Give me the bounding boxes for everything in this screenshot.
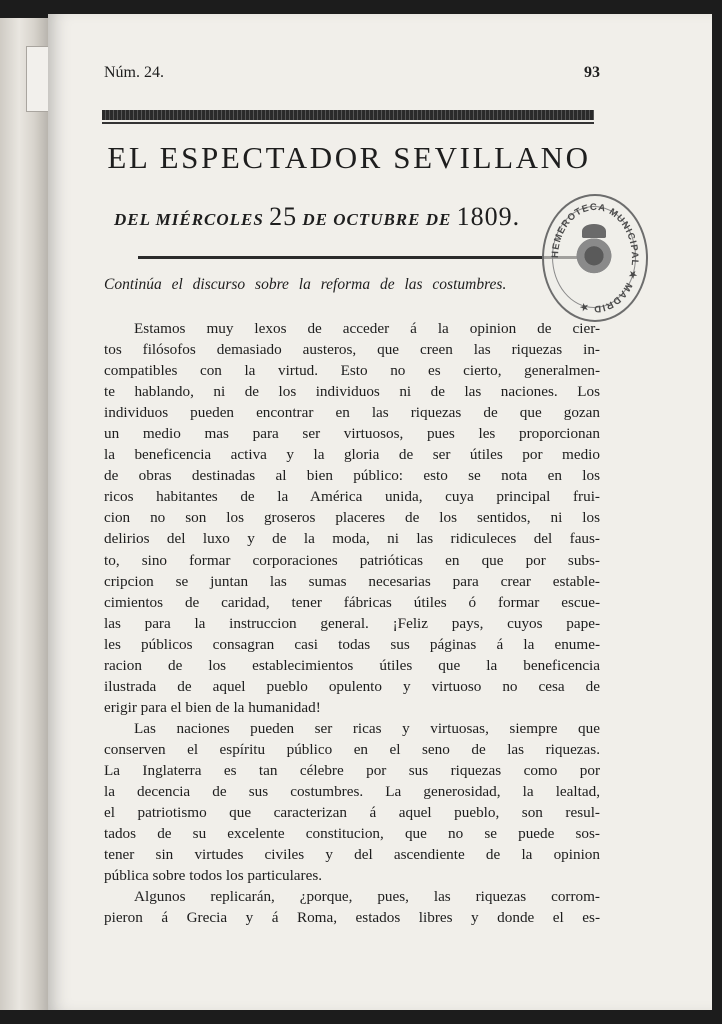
text-line: las para la instruccion general. ¡Feliz pays, cuyos pape- — [104, 614, 600, 632]
article-subtitle: Continúa el discurso sobre la reforma de las costumbres. — [104, 276, 507, 293]
newspaper-page — [48, 14, 712, 1010]
text-line: pública sobre todos los particulares. — [104, 867, 323, 885]
date-month: DE OCTUBRE DE — [302, 210, 452, 229]
ornamental-rule — [102, 110, 594, 120]
text-line: racion de los establecimientos útiles que la beneficencia — [104, 656, 600, 674]
book-spine — [0, 18, 49, 1010]
text-line: conserven el espíritu público en el seno de las riquezas. — [104, 740, 600, 758]
article-body — [104, 318, 600, 928]
text-line: Las naciones pueden ser ricas y virtuosas, siempre que — [134, 719, 600, 737]
text-line: cion no son los groseros placeres de los sentidos, ni los — [104, 509, 600, 527]
text-line: Algunos replicarán, ¿porque, pues, las riquezas corrom- — [134, 888, 600, 906]
masthead-title: EL ESPECTADOR SEVILLANO — [107, 140, 591, 175]
text-line: te hablando, ni de los individuos ni de las naciones. Los — [104, 383, 600, 401]
divider-rule — [138, 256, 594, 259]
date-year: 1809. — [456, 202, 521, 231]
text-line: de obras destinadas al bien público: esto se nota en los — [104, 467, 600, 485]
text-line: cripcion se juntan las sumas necesarias para crear estable- — [104, 572, 600, 590]
text-line: La Inglaterra es tan célebre por sus riquezas como por — [104, 761, 600, 779]
date-prefix: DEL MIÉRCOLES — [114, 210, 264, 229]
text-line: la beneficencia activa y la gloria de ser útiles por medio — [104, 446, 600, 464]
text-line: ricos habitantes de la América unida, cuya principal frui- — [104, 488, 600, 506]
text-line: ilustrada de aquel pueblo opulento y virtuoso no cesa de — [104, 677, 600, 695]
binding-tab — [26, 46, 50, 112]
stamp-text: HEMEROTECA MUNICIPAL ★ MADRID ★ — [549, 201, 641, 315]
stamp-lettering — [544, 196, 646, 320]
text-line: delirios del luxo y de la moda, ni las ridiculeces del faus- — [104, 530, 600, 548]
text-line: Estamos muy lexos de acceder á la opinion de cier- — [134, 320, 600, 337]
library-stamp — [542, 194, 648, 322]
text-line: individuos pueden encontrar en las riquezas de que gozan — [104, 404, 600, 422]
page-number: 93 — [584, 64, 600, 81]
svg-text:HEMEROTECA MUNICIPAL ★ MADRID — [550, 202, 640, 314]
text-line: erigir para el bien de la humanidad! — [104, 698, 321, 716]
text-line: el patriotismo que caracterizan á aquel pueblo, son resul- — [104, 804, 600, 822]
text-line: les públicos consagran casi todas sus páginas á la enume- — [104, 635, 600, 653]
text-line: tos filósofos demasiado austeros, que creen las riquezas in- — [104, 341, 600, 359]
text-line: pieron á Grecia y á Roma, estados libres y donde el es- — [104, 909, 600, 927]
text-line: un medio mas para ser virtuosos, pues les proporcionan — [104, 425, 600, 443]
text-line: to, sino formar corporaciones patrióticas en que por subs- — [104, 551, 600, 569]
dateline — [114, 202, 584, 232]
text-line: la decencia de sus costumbres. La generosidad, la lealtad, — [104, 783, 600, 801]
divider-rule — [102, 122, 594, 124]
text-line: tados de su excelente constitucion, que no se puede sos- — [104, 825, 600, 843]
date-day: 25 — [269, 202, 298, 231]
text-line: cimientos de caridad, tener fábricas útiles ó formar escue- — [104, 593, 600, 611]
page-header — [104, 64, 600, 88]
text-line: tener sin virtudes civiles y del ascendiente de la opinion — [104, 846, 600, 864]
issue-number: Núm. 24. — [104, 64, 164, 81]
text-line: compatibles con la virtud. Esto no es cierto, generalmen- — [104, 362, 600, 380]
